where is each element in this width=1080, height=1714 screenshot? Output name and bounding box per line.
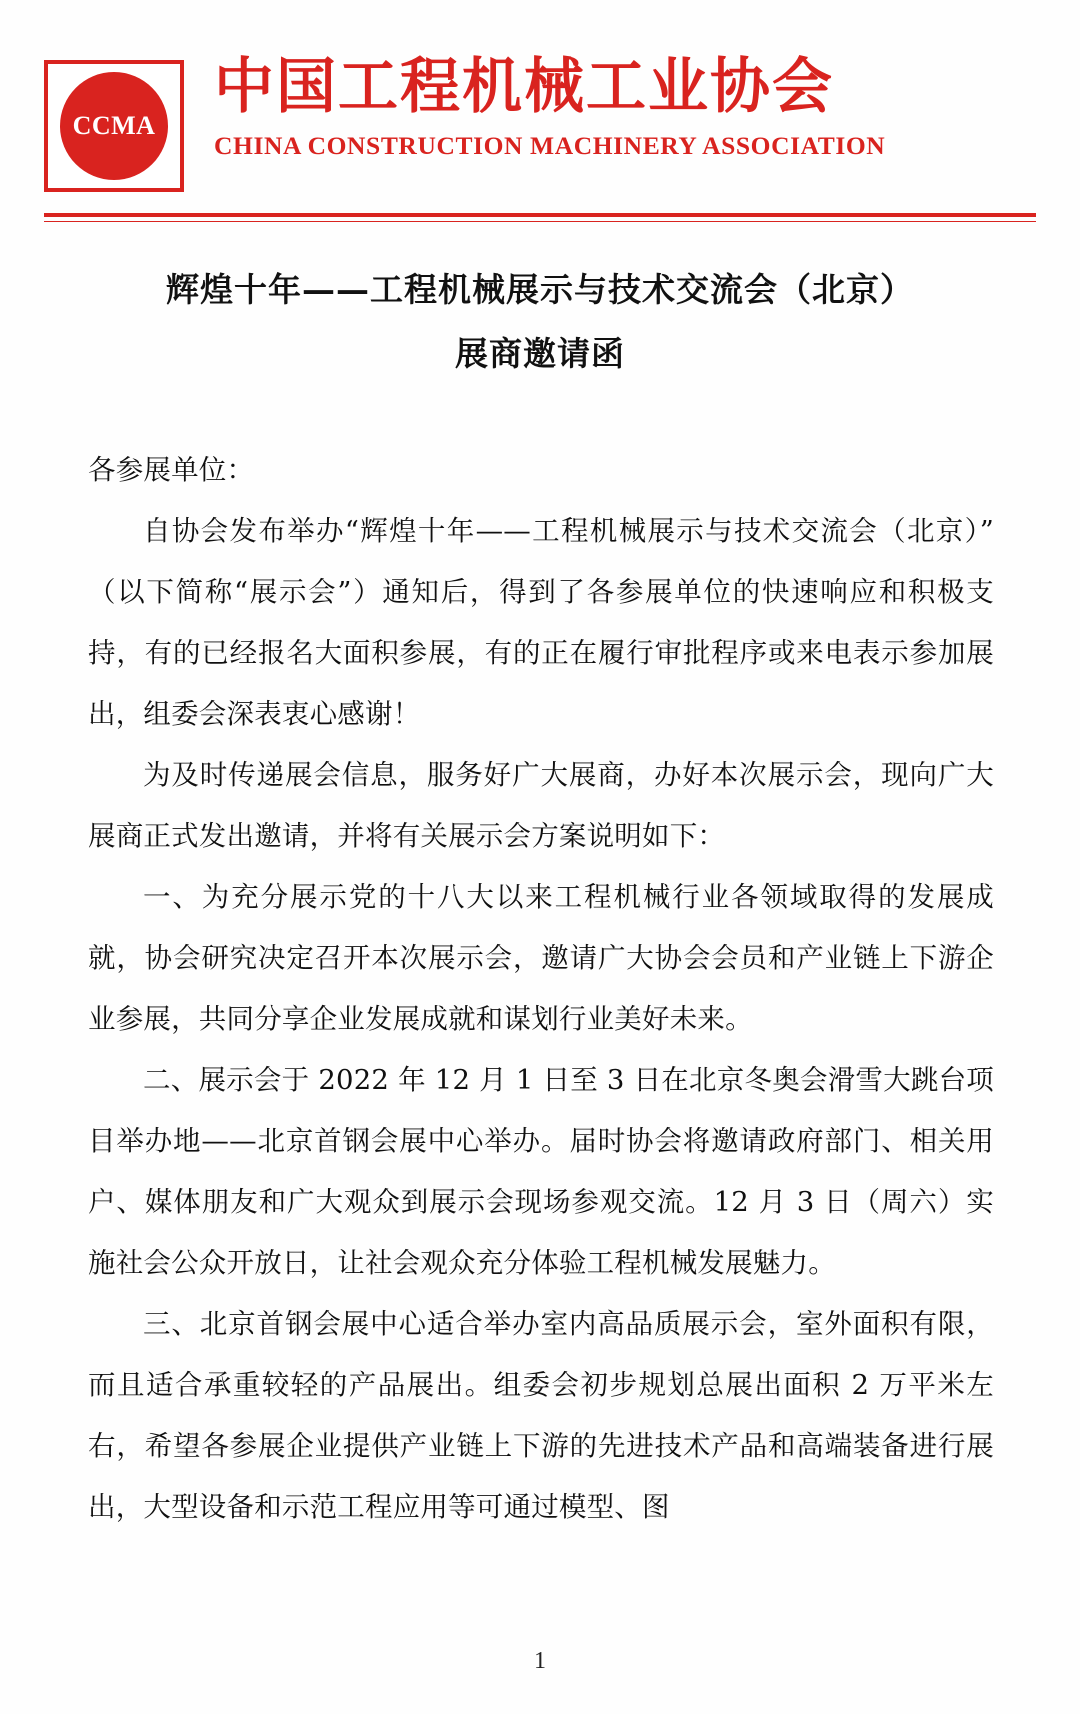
logo-mark-text: CCMA bbox=[72, 111, 156, 140]
body-paragraph: 三、北京首钢会展中心适合举办室内高品质展示会，室外面积有限，而且适合承重较轻的产品展出。组委会初步规划总展出面积 2 万平米左右，希望各参展企业提供产业链上下游的先进技术产品和高端装备进行展出，大型设备和示范工程应用等可通过模型、图 bbox=[88, 1308, 994, 1523]
page-title-line-1: 辉煌十年——工程机械展示与技术交流会（北京） bbox=[166, 270, 914, 309]
letterhead-titles bbox=[214, 52, 1034, 161]
body-paragraph: 为及时传递展会信息，服务好广大展商，办好本次展示会，现向广大展商正式发出邀请，并将有关展示会方案说明如下： bbox=[88, 759, 994, 852]
page-number: 1 bbox=[534, 1648, 546, 1674]
org-name-en: CHINA CONSTRUCTION MACHINERY ASSOCIATION bbox=[214, 130, 886, 160]
body-paragraph: 二、展示会于 2022 年 12 月 1 日至 3 日在北京冬奥会滑雪大跳台项目举办地——北京首钢会展中心举办。届时协会将邀请政府部门、相关用户、媒体朋友和广大观众到展示会现场参观交流。12 月 3 日（周六）实施社会公众开放日，让社会观众充分体验工程机械发展魅力。 bbox=[88, 1064, 994, 1279]
org-name-cn: 中国工程机械工业协会 bbox=[214, 52, 834, 122]
salutation: 各参展单位： bbox=[88, 454, 255, 486]
body-paragraph: 自协会发布举办“辉煌十年——工程机械展示与技术交流会（北京）”（以下简称“展示会”）通知后，得到了各参展单位的快速响应和积极支持，有的已经报名大面积参展，有的正在履行审批程序或来电表示参加展出，组委会深表衷心感谢！ bbox=[88, 515, 994, 730]
letterhead-rule-thin bbox=[44, 221, 1036, 222]
letterhead-rule-thick bbox=[44, 213, 1036, 217]
page-title-line-2: 展商邀请函 bbox=[455, 334, 625, 374]
letterhead bbox=[44, 52, 1036, 212]
logo-circle bbox=[60, 72, 168, 180]
page-title bbox=[78, 258, 1002, 387]
ccma-logo bbox=[44, 60, 184, 192]
document-body bbox=[88, 440, 994, 1538]
body-paragraph: 一、为充分展示党的十八大以来工程机械行业各领域取得的发展成就，协会研究决定召开本次展示会，邀请广大协会会员和产业链上下游企业参展，共同分享企业发展成就和谋划行业美好未来。 bbox=[88, 881, 994, 1035]
